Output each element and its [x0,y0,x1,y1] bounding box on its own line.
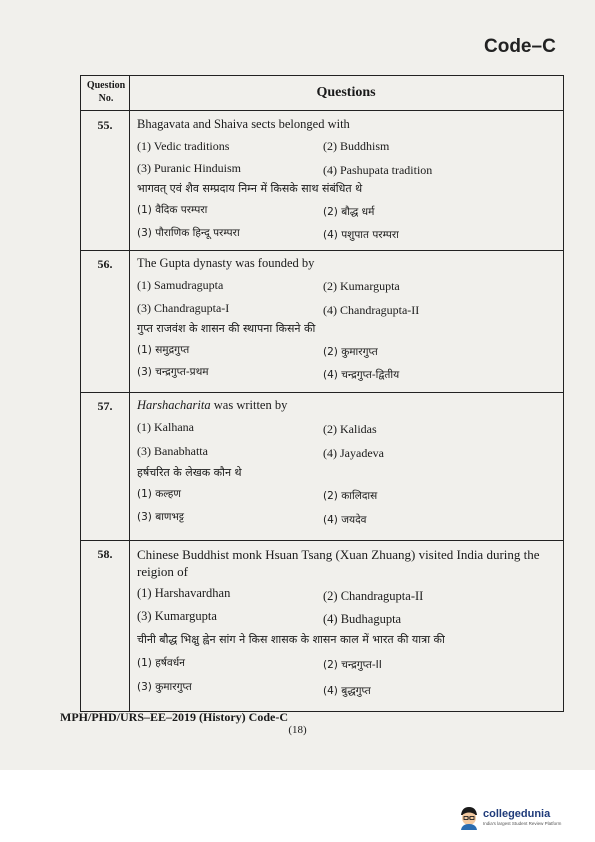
question-text-hindi: हर्षचरित के लेखक कौन थे [137,466,242,479]
option-3: (3) Chandragupta-I [137,301,230,315]
hindi-option-2: (2) बौद्ध धर्म [323,206,375,218]
question-number: 55. [97,118,113,132]
question-number: 56. [97,257,113,271]
question-row [81,392,563,541]
question-text-hindi: गुप्त राजवंश के शासन की स्थापना किसने की [137,322,316,335]
hindi-option-3: (3) बाणभट्ट [137,511,185,523]
hindi-option-1: (1) कल्हण [137,488,181,500]
hindi-option-3: (3) कुमारगुप्त [137,681,192,693]
question-row [81,111,563,251]
book-title: Harshacharita [137,398,211,412]
option-4: (4) Jayadeva [323,446,384,460]
paper-code: Code–C [484,36,556,57]
option-3: (3) Kumargupta [137,609,217,623]
option-1: (1) Kalhana [137,420,194,434]
header-questions: Questions [316,85,376,100]
student-avatar-icon [458,806,480,830]
brand-tagline: India's largest Student Review Platform [483,821,562,826]
question-text: Bhagavata and Shaiva sects belonged with [137,117,350,131]
option-4: (4) Pashupata tradition [323,163,433,177]
option-1: (1) Samudragupta [137,278,224,292]
question-text-hindi: भागवत् एवं शैव सम्प्रदाय निम्न में किसके साथ संबंधित थे [137,182,363,195]
option-2: (2) Chandragupta-II [323,589,424,603]
hindi-option-4: (4) पशुपात परम्परा [323,229,399,241]
hindi-option-1: (1) वैदिक परम्परा [137,204,208,216]
option-1: (1) Harshavardhan [137,586,231,600]
question-number: 58. [97,547,113,561]
hindi-option-3: (3) पौराणिक हिन्दू परम्परा [137,227,240,239]
hindi-option-1: (1) हर्षवर्धन [137,657,185,669]
question-number: 57. [97,399,113,413]
page-number: (18) [288,724,307,736]
question-row [81,250,563,393]
option-4: (4) Budhagupta [323,612,402,626]
hindi-option-4: (4) चन्द्रगुप्त-द्वितीय [323,369,400,381]
option-2: (2) Buddhism [323,139,390,153]
question-text-rest: was written by [210,398,288,412]
question-row [81,540,563,711]
option-3: (3) Banabhatta [137,444,208,458]
question-text [137,398,557,413]
brand-name: collegedunia [483,808,551,820]
hindi-option-1: (1) समुद्रगुप्त [137,344,190,356]
option-4: (4) Chandragupta-II [323,303,420,317]
hindi-option-2: (2) कालिदास [323,490,378,502]
question-text-hindi: चीनी बौद्ध भिक्षु ह्वेन सांग ने किस शासक के शासन काल में भारत की यात्रा की [137,633,445,646]
hindi-option-2: (2) कुमारगुप्त [323,346,378,358]
question-text: Chinese Buddhist monk Hsuan Tsang (Xuan Zhuang) visited India during the reigion of [137,547,540,579]
option-2: (2) Kalidas [323,422,377,436]
question-text: The Gupta dynasty was founded by [137,256,315,270]
brand-logo[interactable] [458,804,578,832]
option-2: (2) Kumargupta [323,279,400,293]
hindi-option-4: (4) जयदेव [323,514,367,526]
hindi-option-2: (2) चन्द्रगुप्त-II [323,659,382,671]
table-header [81,76,563,111]
option-1: (1) Vedic traditions [137,139,230,153]
header-question-no: Question No. [86,80,126,104]
hindi-option-3: (3) चन्द्रगुप्त-प्रथम [137,366,209,378]
option-3: (3) Puranic Hinduism [137,161,241,175]
questions-table [80,75,564,712]
footer-code: MPH/PHD/URS–EE–2019 (History) Code-C [60,710,288,724]
hindi-option-4: (4) बुद्धगुप्त [323,685,371,697]
